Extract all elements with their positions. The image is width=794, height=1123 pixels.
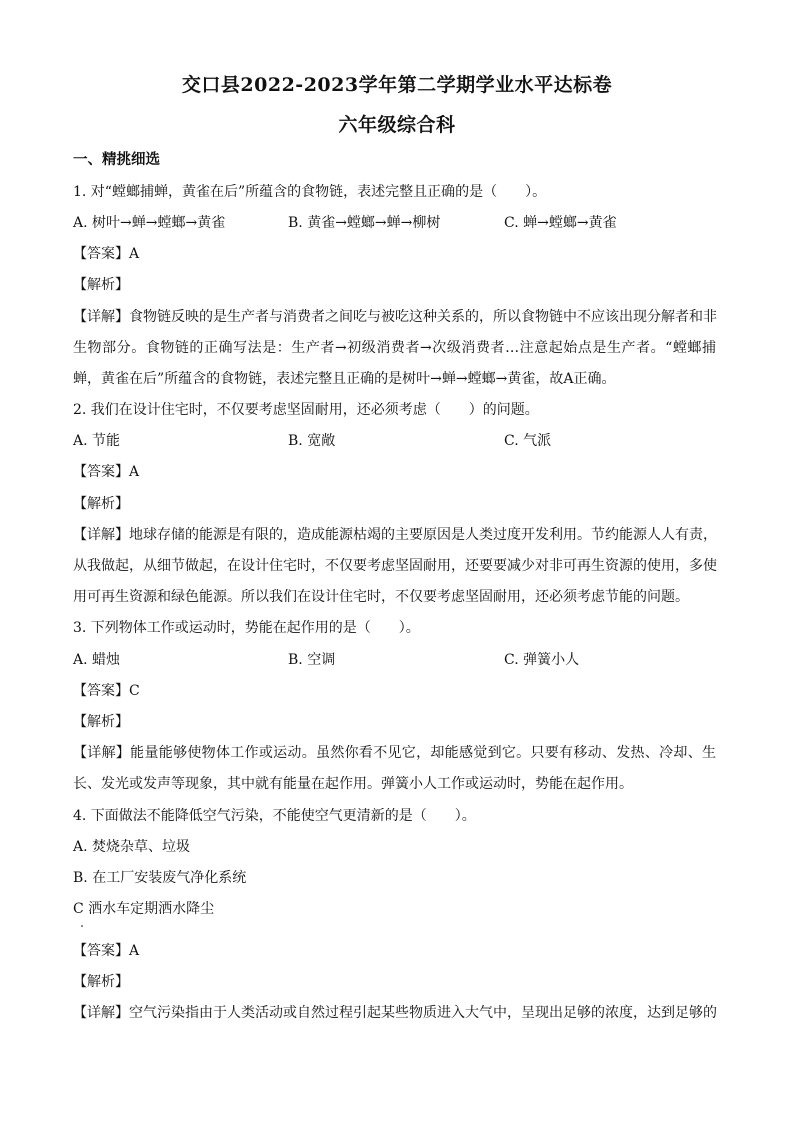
question-1-option-a: A. 树叶→蝉→螳螂→黄雀 — [73, 215, 226, 231]
question-4-answer: 【答案】A — [73, 943, 140, 959]
question-4-detail-line-1: 【详解】空气污染指由于人类活动或自然过程引起某些物质进入大气中，呈现出足够的浓度，达到足够的 — [73, 1005, 717, 1021]
question-2-detail-line-3: 用可再生资源和绿色能源。所以我们在设计住宅时，不仅要考虑坚固耐用，还必须考虑节能的问题。 — [73, 589, 689, 605]
question-3-detail-line-1: 【详解】能量能够使物体工作或运动。虽然你看不见它，却能感觉到它。只要有移动、发热、冷却、生 — [73, 745, 716, 761]
question-2-option-c: C. 气派 — [504, 433, 552, 449]
question-1-detail-line-2: 生物部分。食物链的正确写法是：生产者→初级消费者→次级消费者…注意起始点是生产者。“螳螂捕 — [73, 340, 716, 356]
question-3-detail-line-2: 长、发光或发声等现象，其中就有能量在起作用。弹簧小人工作或运动时，势能在起作用。 — [73, 776, 633, 792]
question-3-option-b: B. 空调 — [288, 652, 336, 668]
question-2-answer: 【答案】A — [73, 464, 140, 480]
question-3-option-c: C. 弹簧小人 — [504, 652, 580, 668]
question-4-analysis-label: 【解析】 — [73, 974, 129, 990]
stray-dot-mark — [81, 925, 83, 927]
question-3-option-a: A. 蜡烛 — [73, 652, 121, 668]
question-1-stem: 1. 对“螳螂捕蝉，黄雀在后”所蕴含的食物链，表述完整且正确的是（ ）。 — [73, 184, 547, 200]
question-4-option-a: A. 焚烧杂草、垃圾 — [73, 839, 191, 855]
question-1-analysis-label: 【解析】 — [73, 277, 129, 293]
question-4-option-b: B. 在工厂安装废气净化系统 — [73, 870, 247, 886]
question-4-stem: 4. 下面做法不能降低空气污染，不能使空气更清新的是（ ）。 — [73, 808, 476, 824]
section-heading: 一、精挑细选 — [73, 151, 160, 168]
question-2-option-a: A. 节能 — [73, 433, 121, 449]
question-3-stem: 3. 下列物体工作或运动时，势能在起作用的是（ ）。 — [73, 620, 420, 636]
question-3-answer: 【答案】C — [73, 683, 140, 699]
question-2-stem: 2. 我们在设计住宅时，不仅要考虑坚固耐用，还必须考虑（ ）的问题。 — [73, 402, 539, 418]
question-4-option-c: C 洒水车定期洒水降尘 — [73, 901, 215, 917]
question-2-analysis-label: 【解析】 — [73, 496, 129, 512]
question-1-option-c: C. 蝉→螳螂→黄雀 — [504, 215, 617, 231]
question-1-detail-line-1: 【详解】食物链反映的是生产者与消费者之间吃与被吃这种关系的，所以食物链中不应该出现分解者和非 — [73, 309, 717, 325]
question-1-answer: 【答案】A — [73, 246, 140, 262]
document-title: 交口县2022-2023学年第二学期学业水平达标卷 — [181, 74, 613, 96]
question-1-option-b: B. 黄雀→螳螂→蝉→柳树 — [288, 215, 441, 231]
document-subtitle: 六年级综合科 — [338, 114, 456, 136]
question-1-detail-line-3: 蝉，黄雀在后”所蕴含的食物链，表述完整且正确的是树叶→蝉→螳螂→黄雀，故A正确。 — [73, 371, 616, 387]
question-2-detail-line-2: 从我做起，从细节做起，在设计住宅时，不仅要考虑坚固耐用，还要要减少对非可再生资源的使用，多使 — [73, 558, 717, 574]
question-3-analysis-label: 【解析】 — [73, 714, 129, 730]
question-2-detail-line-1: 【详解】地球存储的能源是有限的，造成能源枯竭的主要原因是人类过度开发利用。节约能源人人有责， — [73, 527, 717, 543]
question-2-option-b: B. 宽敞 — [288, 433, 336, 449]
